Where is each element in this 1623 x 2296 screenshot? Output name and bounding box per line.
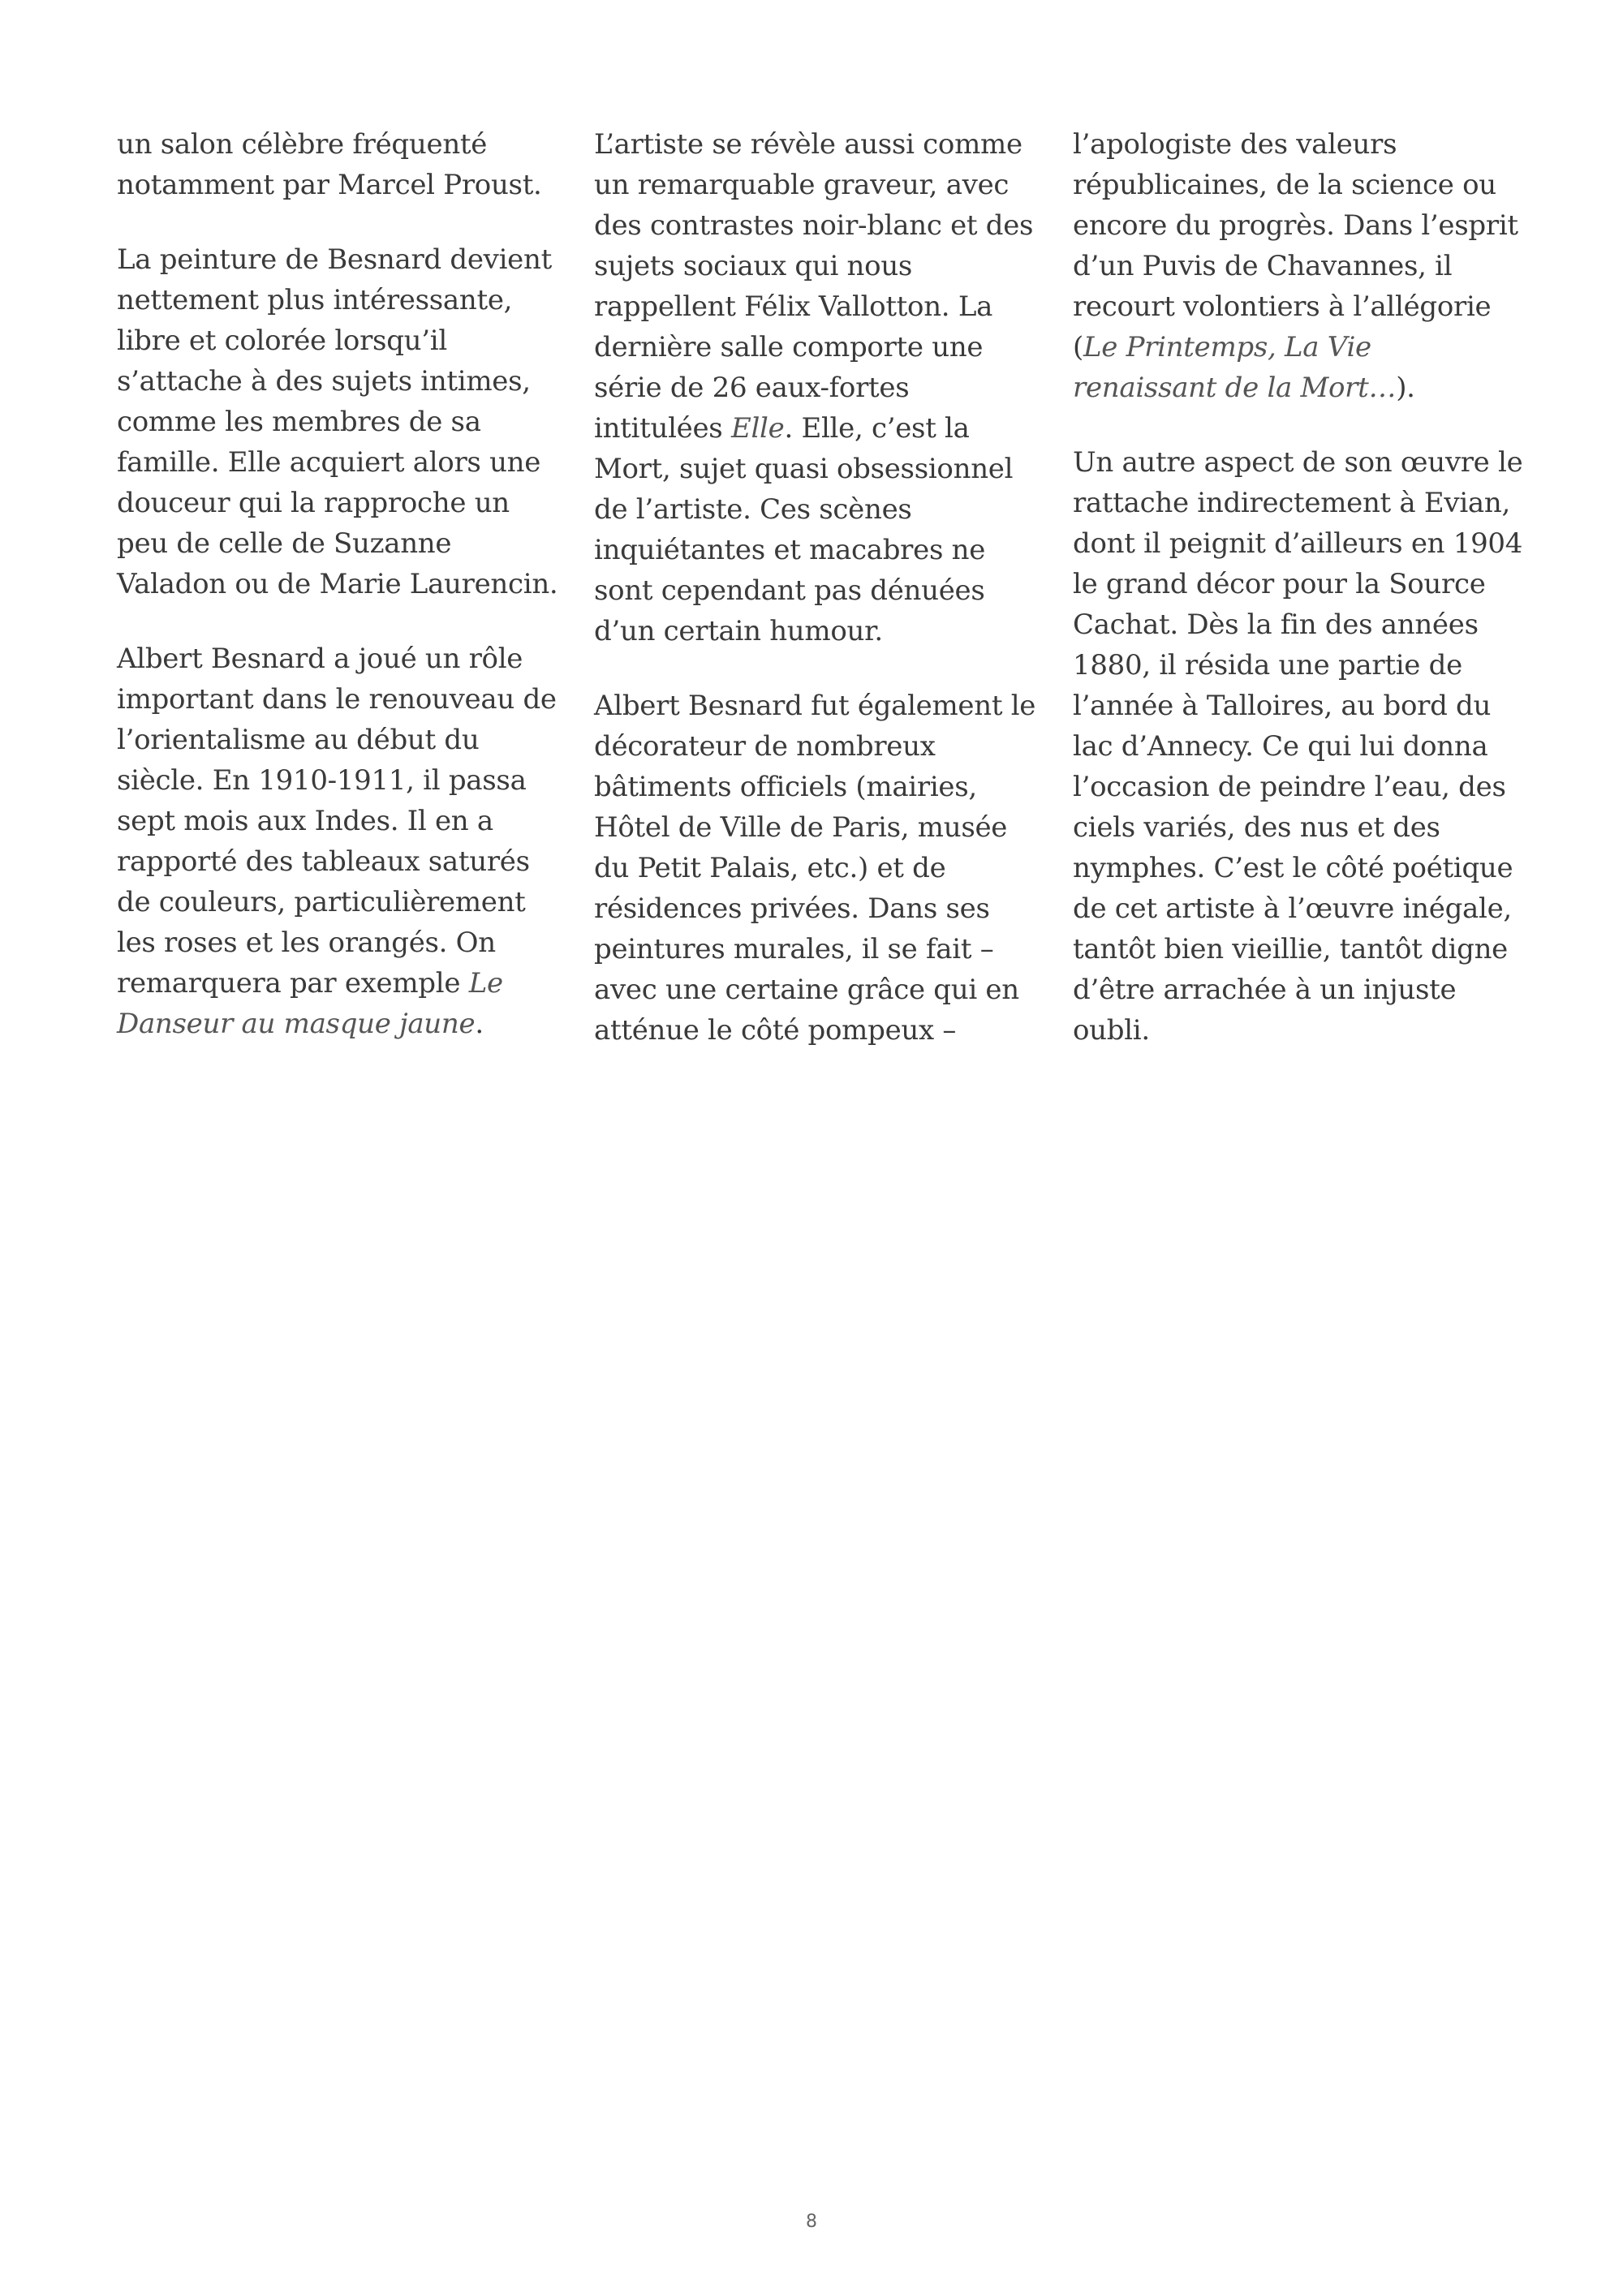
- paragraph: [117, 124, 567, 205]
- paragraph: [117, 638, 567, 1044]
- paragraph: [1073, 442, 1523, 1051]
- text-run: l’apologiste des valeurs républicaines, de la science ou encore du progrès. Dans l’esprit d’un Puvis de Chavannes, il recourt volontiers à l’allégorie (: [1073, 128, 1518, 363]
- text-column-2: [594, 124, 1044, 1085]
- artwork-title: Le Danseur au masque jaune: [117, 967, 503, 1040]
- text-run: .: [475, 1008, 484, 1040]
- artwork-title: Le Printemps, La Vie renaissant de la Mort…: [1073, 331, 1397, 404]
- text-run: La peinture de Besnard devient nettement plus intéressante, libre et colorée lorsqu’il s’attache à des sujets intimes, comme les membres de sa famille. Elle acquiert alors une douceur qui la rapproche un peu de celle de Suzanne Valadon ou de Marie Laurencin.: [117, 243, 558, 600]
- paragraph: [594, 124, 1044, 651]
- text-run: Un autre aspect de son œuvre le rattache indirectement à Evian, dont il peignit d’ailleurs en 1904 le grand décor pour la Source Cachat. Dès la fin des années 1880, il résida une partie de l’année à Talloires, au bord du lac d’Annecy. Ce qui lui donna l’occasion de peindre l’eau, des ciels variés, des nus et des nymphes. C’est le côté poétique de cet artiste à l’œuvre inégale, tantôt bien vieillie, tantôt digne d’être arrachée à un injuste oubli.: [1073, 446, 1523, 1047]
- text-run: L’artiste se révèle aussi comme un remarquable graveur, avec des contrastes noir-blanc et des sujets sociaux qui nous rappellent Félix Vallotton. La dernière salle comporte une série de 26 eaux-fortes intitulées: [594, 128, 1034, 445]
- text-run: . Elle, c’est la Mort, sujet quasi obsessionnel de l’artiste. Ces scènes inquiétantes et macabres ne sont cependant pas dénuées d’un certain humour.: [594, 412, 1014, 647]
- paragraph: [594, 686, 1044, 1051]
- text-column-1: [117, 124, 567, 1078]
- text-run: Albert Besnard a joué un rôle important dans le renouveau de l’orientalisme au début du siècle. En 1910-1911, il passa sept mois aux Indes. Il en a rapporté des tableaux saturés de couleurs, particulièrement les roses et les orangés. On remarquera par exemple: [117, 643, 557, 1000]
- text-run: un salon célèbre fréquenté notamment par Marcel Proust.: [117, 128, 542, 201]
- text-run: Albert Besnard fut également le décorateur de nombreux bâtiments officiels (mairies, Hôtel de Ville de Paris, musée du Petit Palais, etc.) et de résidences privées. Dans ses peintures murales, il se fait – avec une certaine grâce qui en atténue le côté pompeux –: [594, 690, 1036, 1047]
- artwork-title: Elle: [730, 412, 785, 445]
- paragraph: [1073, 124, 1523, 408]
- page-number: 8: [806, 2212, 817, 2232]
- paragraph: [117, 239, 567, 604]
- text-run: ).: [1396, 372, 1415, 404]
- text-column-3: [1073, 124, 1523, 1085]
